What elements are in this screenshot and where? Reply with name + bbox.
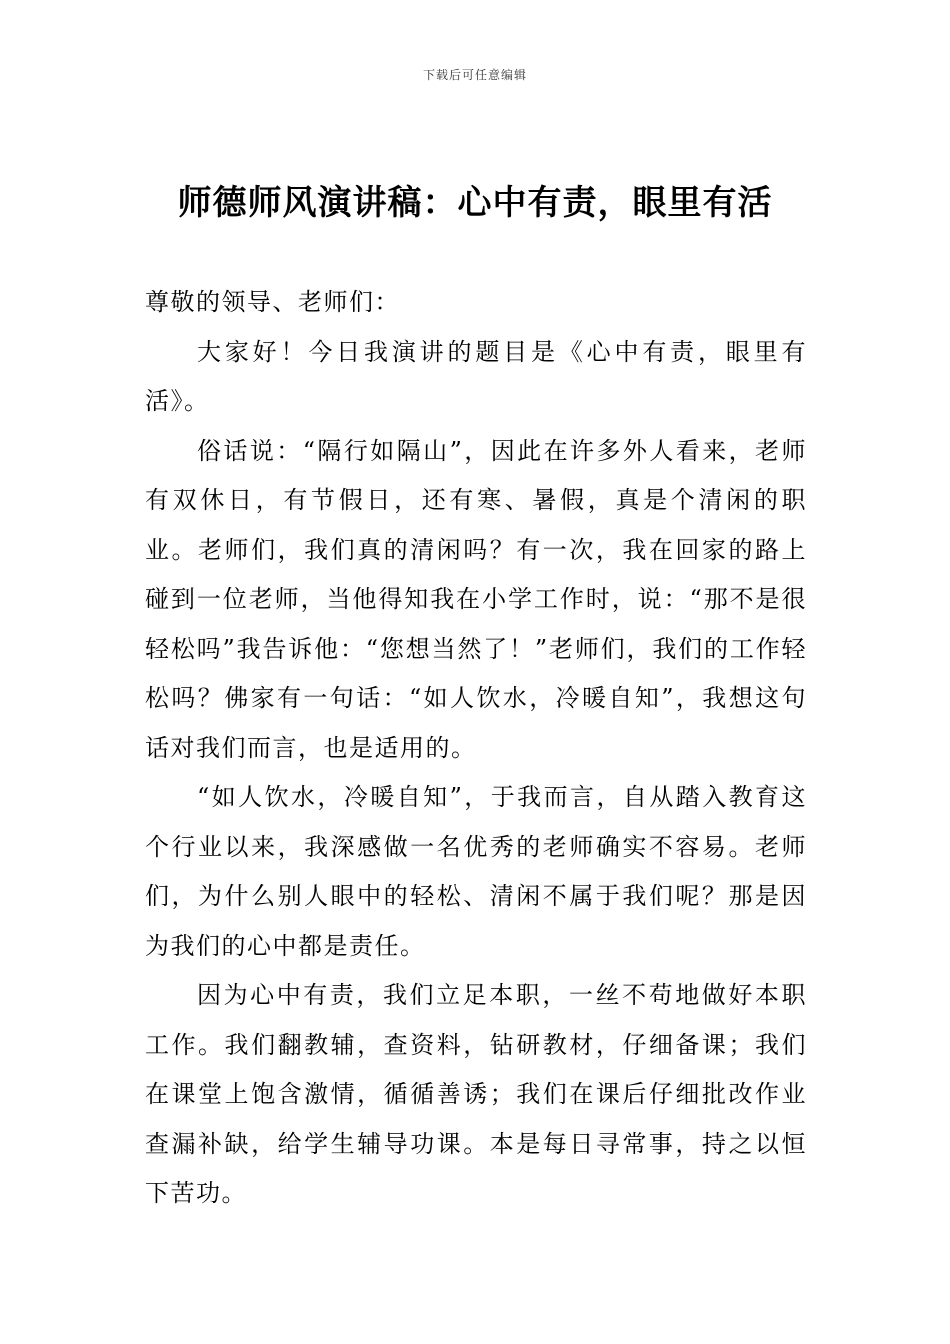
salutation: 尊敬的领导、老师们：: [145, 288, 400, 316]
paragraph-4: 因为心中有责，我们立足本职，一丝不苟地做好本职工作。我们翻教辅，查资料，钻研教材，仔细备课；我们在课堂上饱含激情，循循善诱；我们在课后仔细批改作业查漏补缺，给学生辅导功课。本是每日寻常事，持之以恒下苦功。: [145, 981, 807, 1207]
document-body: [145, 278, 807, 1219]
paragraph-3: “如人饮水，冷暖自知”，于我而言，自从踏入教育这个行业以来，我深感做一名优秀的老师确实不容易。老师们，为什么别人眼中的轻松、清闲不属于我们呢？那是因为我们的心中都是责任。: [145, 783, 807, 960]
paragraph-1: 大家好！今日我演讲的题目是《心中有责，眼里有活》。: [145, 337, 807, 415]
document-title: 师德师风演讲稿：心中有责，眼里有活: [177, 183, 773, 223]
header-note: 下载后可任意编辑: [422, 68, 527, 82]
paragraph-2: 俗话说：“隔行如隔山”，因此在许多外人看来，老师有双休日，有节假日，还有寒、暑假，真是个清闲的职业。老师们，我们真的清闲吗？有一次，我在回家的路上碰到一位老师，当他得知我在小学工作时，说：“那不是很轻松吗”我告诉他：“您想当然了！”老师们，我们的工作轻松吗？佛家有一句话：“如人饮水，冷暖自知”，我想这句话对我们而言，也是适用的。: [145, 436, 807, 762]
